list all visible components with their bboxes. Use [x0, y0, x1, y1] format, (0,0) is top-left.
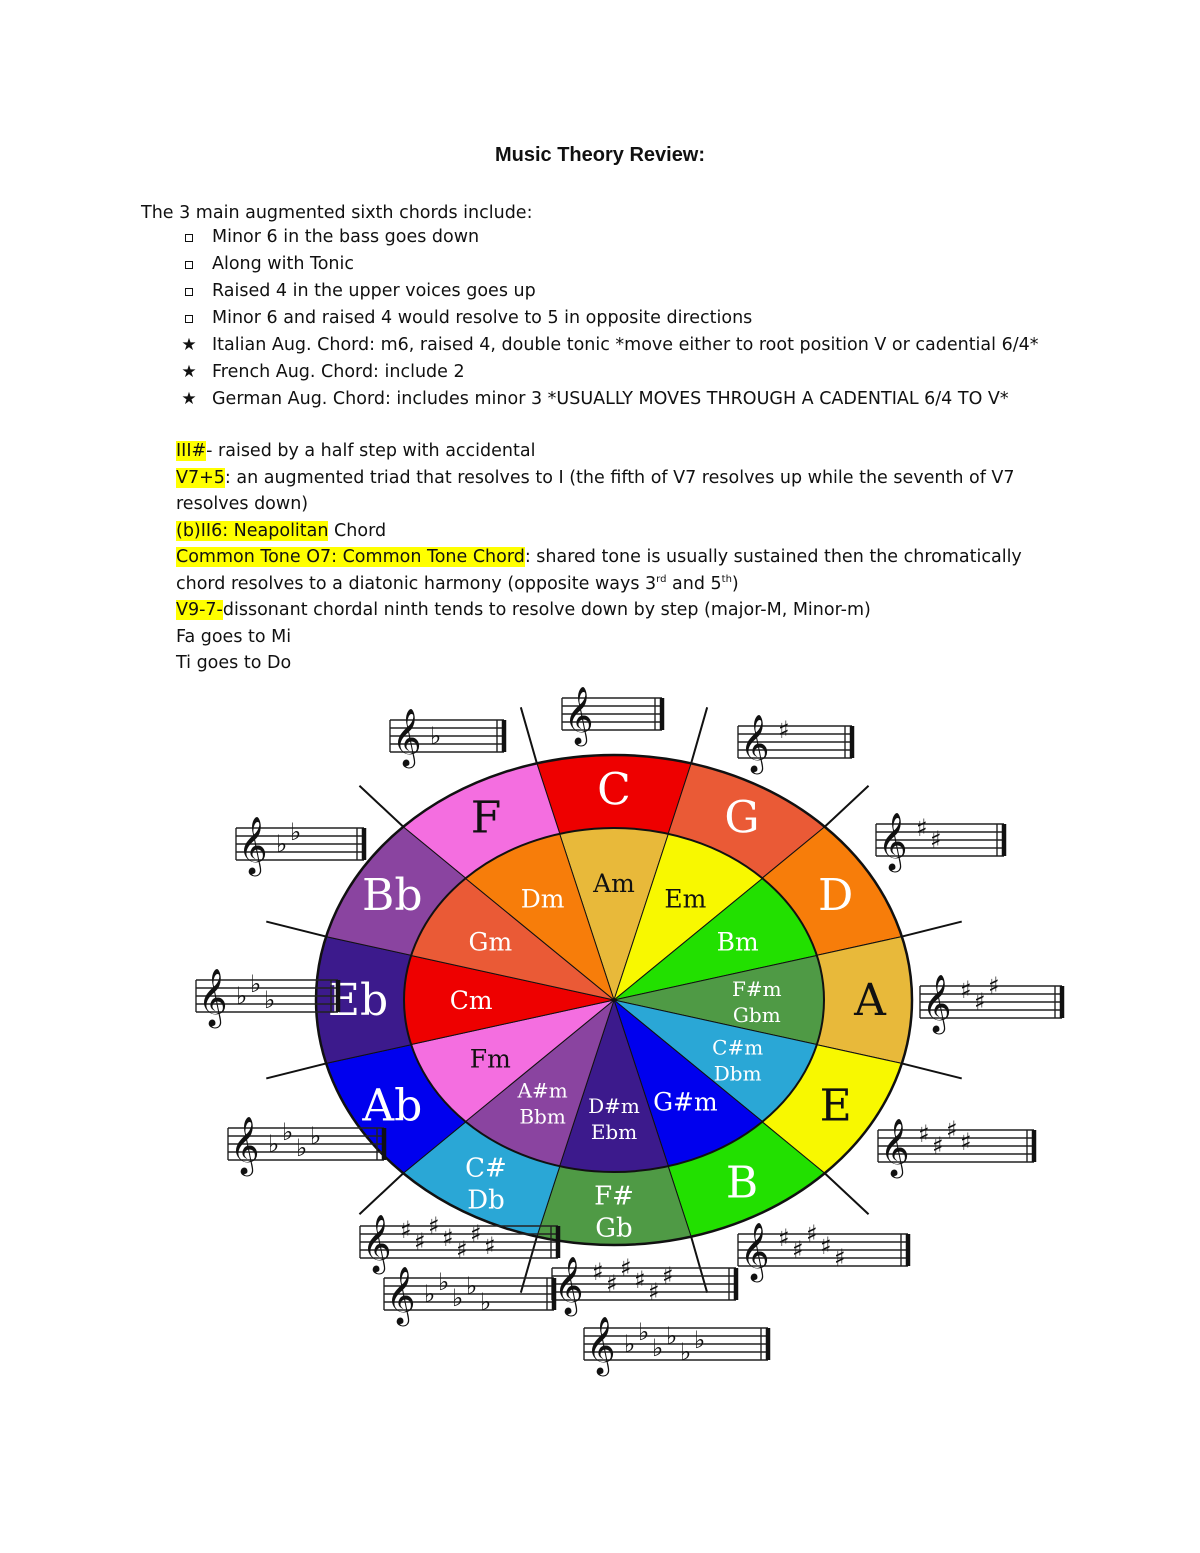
star-bullet-icon: ★: [181, 335, 197, 355]
sharp-icon: ♯: [592, 1258, 604, 1286]
sharp-icon: ♯: [620, 1254, 632, 1282]
sharp-icon: ♯: [960, 976, 972, 1004]
divider-line: [902, 922, 962, 937]
list-item: Along with Tonic: [141, 251, 1141, 278]
sharp-icon: ♯: [400, 1216, 412, 1244]
major-key-label: B: [725, 1157, 759, 1209]
sharp-icon: ♯: [988, 972, 1000, 1000]
sharp-icon: ♯: [932, 1132, 944, 1160]
minor-key-label: Bm: [716, 927, 759, 957]
major-key-label: C: [597, 764, 631, 816]
list-item: ★ French Aug. Chord: include 2: [141, 359, 1141, 386]
flat-icon: ♭: [310, 1122, 322, 1150]
divider-line: [521, 707, 537, 763]
list-item: ★ German Aug. Chord: includes minor 3 *USUALLY MOVES THROUGH A CADENTIAL 6/4 TO V*: [141, 386, 1141, 413]
page-title: Music Theory Review:: [494, 144, 706, 166]
intro-line: The 3 main augmented sixth chords include:: [141, 203, 533, 223]
key-signature-staff: [920, 972, 1062, 1035]
key-signature-staff: [552, 1254, 736, 1317]
major-key-label: Ab: [362, 1080, 423, 1132]
flat-icon: ♭: [296, 1134, 308, 1162]
note-fa: Fa goes to Mi: [176, 626, 292, 647]
minor-key-label: Dm: [520, 884, 565, 914]
sharp-icon: ♯: [484, 1232, 496, 1260]
square-bullet-icon: [179, 305, 199, 332]
flat-icon: ♭: [480, 1288, 492, 1316]
divider-line: [359, 1173, 403, 1214]
minor-key-label: Fm: [469, 1044, 511, 1074]
treble-clef-icon: 𝄞: [740, 714, 770, 772]
star-bullet-icon: ★: [181, 362, 197, 382]
square-bullet-icon: [179, 278, 199, 305]
note-neapolitan: (b)II6: Neapolitan Chord: [176, 520, 387, 541]
key-signature-staff: [876, 812, 1004, 873]
note-v7: V7+5: an augmented triad that resolves to I (the fifth of V7 resolves up while the seventh of V7 resolves down): [176, 467, 1015, 514]
list-item: Minor 6 and raised 4 would resolve to 5 in opposite directions: [141, 305, 1141, 332]
treble-clef-icon: 𝄞: [880, 1118, 910, 1176]
note-ti: Ti goes to Do: [176, 653, 292, 673]
major-key-label: G: [724, 792, 760, 844]
sharp-icon: ♯: [648, 1278, 660, 1306]
treble-clef-icon: 𝄞: [238, 816, 268, 874]
note-iii: III#- raised by a half step with accidental: [176, 441, 536, 461]
sharp-icon: ♯: [634, 1266, 646, 1294]
treble-clef-icon: 𝄞: [386, 1266, 416, 1324]
minor-key-label: Am: [593, 869, 635, 899]
major-key-label: E: [819, 1080, 852, 1132]
divider-line: [825, 786, 869, 827]
treble-clef-icon: 𝄞: [230, 1116, 260, 1174]
minor-key-label: C#m Dbm: [712, 1035, 764, 1086]
divider-line: [521, 1237, 537, 1293]
treble-clef-icon: 𝄞: [392, 708, 422, 766]
minor-key-label: G#m: [653, 1087, 718, 1117]
sharp-icon: ♯: [662, 1262, 674, 1290]
flat-icon: ♭: [290, 818, 302, 846]
key-signature-staff: [738, 1220, 908, 1283]
flat-icon: ♭: [638, 1318, 650, 1346]
flat-icon: ♭: [652, 1334, 664, 1362]
divider-line: [359, 786, 403, 827]
sharp-icon: ♯: [946, 1116, 958, 1144]
treble-clef-icon: 𝄞: [198, 968, 228, 1026]
flat-icon: ♭: [430, 722, 442, 750]
list-item: Minor 6 in the bass goes down: [141, 224, 1141, 251]
major-key-label: D: [818, 869, 854, 921]
key-signature-staff: [384, 1266, 554, 1327]
minor-key-label: Em: [664, 884, 707, 914]
flat-icon: ♭: [264, 986, 276, 1014]
sharp-icon: ♯: [778, 1224, 790, 1252]
divider-line: [691, 707, 707, 763]
divider-line: [825, 1173, 869, 1214]
sharp-icon: ♯: [974, 988, 986, 1016]
key-signature-staff: [390, 708, 504, 769]
major-key-label: F: [470, 792, 502, 844]
treble-clef-icon: 𝄞: [564, 686, 594, 744]
square-bullet-icon: [179, 224, 199, 251]
sharp-icon: ♯: [918, 1120, 930, 1148]
flat-icon: ♭: [276, 830, 288, 858]
minor-key-label: A#m Bbm: [517, 1078, 568, 1129]
note-common-tone: Common Tone O7: Common Tone Chord: shared tone is usually sustained then the chromatically chord resolves to a diatonic harmony (opposite ways 3rd and 5th): [176, 547, 1022, 594]
sharp-icon: ♯: [916, 814, 928, 842]
circle-of-fifths-diagram: [0, 680, 1200, 1420]
sharp-icon: ♯: [470, 1220, 482, 1248]
sharp-icon: ♯: [806, 1220, 818, 1248]
key-signature-staff: [738, 714, 852, 775]
list-item: Raised 4 in the upper voices goes up: [141, 278, 1141, 305]
major-key-label: Eb: [327, 975, 389, 1026]
list-item: ★ Italian Aug. Chord: m6, raised 4, double tonic *move either to root position V or cadential 6/4*: [141, 332, 1141, 359]
flat-icon: ♭: [236, 982, 248, 1010]
sharp-icon: ♯: [456, 1236, 468, 1264]
square-bullet-icon: [179, 251, 199, 278]
treble-clef-icon: 𝄞: [586, 1316, 616, 1374]
flat-icon: ♭: [438, 1268, 450, 1296]
treble-clef-icon: 𝄞: [362, 1214, 392, 1272]
sharp-icon: ♯: [930, 826, 942, 854]
sharp-icon: ♯: [834, 1244, 846, 1272]
key-signature-staff: [562, 686, 662, 747]
divider-line: [266, 1063, 326, 1078]
sharp-icon: ♯: [442, 1224, 454, 1252]
key-signature-staff: [236, 816, 364, 877]
augmented-sixth-list: [141, 224, 1141, 413]
sharp-icon: ♯: [820, 1232, 832, 1260]
sharp-icon: ♯: [414, 1228, 426, 1256]
flat-icon: ♭: [466, 1272, 478, 1300]
sharp-icon: ♯: [792, 1236, 804, 1264]
flat-icon: ♭: [452, 1284, 464, 1312]
minor-key-label: F#m Gbm: [731, 977, 782, 1027]
sharp-icon: ♯: [606, 1270, 618, 1298]
sharp-icon: ♯: [428, 1212, 440, 1240]
treble-clef-icon: 𝄞: [922, 974, 952, 1032]
flat-icon: ♭: [282, 1118, 294, 1146]
flat-icon: ♭: [680, 1338, 692, 1366]
chord-notes: [176, 438, 1036, 677]
sharp-icon: ♯: [778, 716, 790, 744]
major-key-label: C# Db: [465, 1153, 507, 1216]
minor-key-label: Gm: [468, 927, 513, 957]
major-key-label: A: [854, 975, 886, 1026]
flat-icon: ♭: [666, 1322, 678, 1350]
key-signature-staff: [878, 1116, 1034, 1179]
treble-clef-icon: 𝄞: [878, 812, 908, 870]
divider-line: [902, 1063, 962, 1078]
flat-icon: ♭: [250, 970, 262, 998]
star-bullet-icon: ★: [181, 389, 197, 409]
sharp-icon: ♯: [960, 1128, 972, 1156]
major-key-label: F# Gb: [594, 1181, 634, 1244]
treble-clef-icon: 𝄞: [740, 1222, 770, 1280]
flat-icon: ♭: [624, 1330, 636, 1358]
note-v9: V9-7-dissonant chordal ninth tends to resolve down by step (major-M, Minor-m): [176, 600, 871, 620]
minor-key-label: D#m Ebm: [588, 1093, 640, 1144]
flat-icon: ♭: [268, 1130, 280, 1158]
flat-icon: ♭: [424, 1280, 436, 1308]
minor-key-label: Cm: [449, 986, 493, 1015]
key-signature-staff: [584, 1316, 768, 1377]
treble-clef-icon: 𝄞: [554, 1256, 584, 1314]
divider-line: [266, 922, 326, 937]
major-key-label: Bb: [362, 869, 423, 921]
flat-icon: ♭: [694, 1326, 706, 1354]
